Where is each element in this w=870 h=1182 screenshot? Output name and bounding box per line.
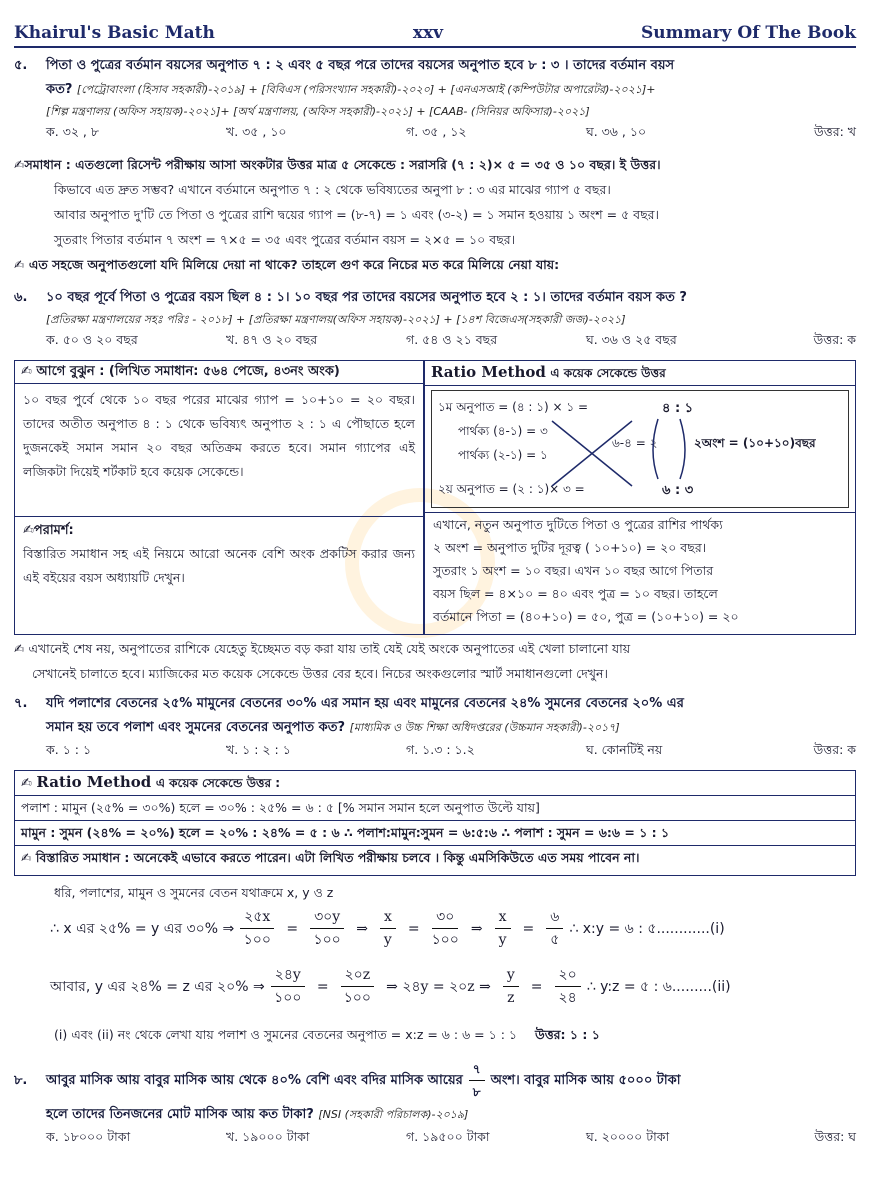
first-ratio-value: ৪ : ১ xyxy=(662,401,694,416)
option-ga: গ. ৫৪ ও ২১ বছর xyxy=(406,332,498,347)
question-text: আবুর মাসিক আয় বাবুর মাসিক আয় থেকে ৪০% বেশি এবং বদির মাসিক আয়ের xyxy=(46,1072,463,1088)
solution-line: ✍সমাধান : এতগুলো রিসেন্ট পরীক্ষায় আসা অংকটার উত্তর মাত্র ৫ সেকেন্ডে : সরাসরি (৭ : ২)× ৫ = ৩৫ ও ১০ বছর। ই উত্তর। xyxy=(14,157,661,172)
equation-result: ∴ x:y = ৬ : ৫............(i) xyxy=(569,920,725,937)
answer-label: উত্তর: ক xyxy=(813,742,856,757)
option-ga: গ. ৩৫ , ১২ xyxy=(406,124,467,139)
option-ga: গ. ১.৩ : ১.২ xyxy=(406,742,475,757)
first-ratio: ১ম অনুপাত = (৪ : ১) × ১ = xyxy=(438,400,589,414)
explanation-line: ২ অংশ = অনুপাত দুটির দূরত্ব ( ১০+১০) = ২০ বছর। xyxy=(433,540,707,555)
method-title: Ratio Method xyxy=(431,363,546,381)
options-row xyxy=(14,122,856,142)
option-kha: খ. ১৯০০০ টাকা xyxy=(226,1129,310,1144)
ratio-diagram xyxy=(431,390,849,508)
explanation-line: বয়স ছিল = ৪×১০ = ৪০ এবং পুত্র = ১০ বছর। তাহলে xyxy=(433,586,718,601)
question-6 xyxy=(14,286,856,350)
method-subtitle: এ কয়েক সেকেন্ডে উত্তর xyxy=(550,366,666,380)
ratio-line: মামুন : সুমন (২৪% = ২০%) হলে = ২০% : ২৪% = ৫ : ৬ ∴ পলাশ:মামুন:সুমন = ৬:৫:৬ ∴ পলাশ : সুমন = ৬:৬ = ১ : ১ xyxy=(15,821,855,846)
ratio-explanation xyxy=(425,512,855,628)
detailed-solution-heading: ✍ বিস্তারিত সমাধান : অনেকেই এভাবে করতে পারেন। এটা লিখিত পরীক্ষায় চলবে । কিন্তু এমসিকিউতে এত সময় পাবেন না। xyxy=(21,850,640,865)
source-line: [পেট্রোবাংলা (হিসাব সহকারী)-২০১৯] + [বিবিএস (পরিসংখ্যান সহকারী)-২০২০] + [এনএসআই (কম্পিউটার অপারেটর)-২০২১]+ xyxy=(76,83,656,96)
question-text-after: অংশ। বাবুর মাসিক আয় ৫০০০ টাকা xyxy=(490,1072,681,1088)
options-row xyxy=(14,1127,856,1147)
equation-1: ∴ x এর ২৫% = y এর ৩০% ⇒ $\frac{২৫x}{১০০}$ = $\frac{৩০y}{১০০}$ ⇒ $\frac{x}{y}$ = $\frac{৩০}{১০০}$ ⇒ $\frac{x}{y}$ = $\frac{৬}{৫}$ ∴ x:y = ৬ : ৫............(i) xyxy=(50,906,850,951)
option-ga: গ. ১৯৫০০ টাকা xyxy=(406,1129,490,1144)
solution-line: কিভাবে এত দ্রুত সম্ভব? এখানে বর্তমানে অনুপাত ৭ : ২ থেকে ভবিষ্যতের অনুপা ৮ : ৩ এর মাঝের গ্যাপ ৫ বছর। xyxy=(54,182,611,197)
fraction: $\frac{২০z}{১০০}$ xyxy=(341,964,375,1009)
option-gha: ঘ. কোনটিই নয় xyxy=(586,742,663,757)
question-text-cont: সমান হয় তবে পলাশ এবং সুমনের বেতনের অনুপাত কত? xyxy=(46,720,346,735)
options-row xyxy=(14,330,856,350)
book-title: Khairul's Basic Math xyxy=(14,23,215,43)
equation-result: ∴ y:z = ৫ : ৬.........(ii) xyxy=(586,978,731,995)
equation-middle: ⇒ ২৪y = ২০z ⇒ xyxy=(386,978,491,995)
option-ka: ক. ১ : ১ xyxy=(46,742,92,757)
note-block xyxy=(14,636,856,686)
note-line: সেখানেই চালাতে হবে। ম্যাজিকের মত কয়েক সেকেন্ডে উত্তর বের হবে। নিচের অংকগুলোর স্মার্ট সমাধানগুলো দেখুন। xyxy=(32,666,608,681)
option-kha: খ. ১ : ২ : ১ xyxy=(226,742,291,757)
cross-arrows xyxy=(432,391,850,509)
fraction: $\frac{x}{y}$ xyxy=(495,906,511,951)
advice-heading: ✍পরামর্শ: xyxy=(23,523,74,538)
option-gha: ঘ. ৩৬ , ১০ xyxy=(586,124,647,139)
note-line: ✍ এখানেই শেষ নয়, অনুপাতের রাশিকে যেহেতু ইচ্ছেমত বড় করা যায় তাই যেই যেই অংকে অনুপাতের এই খেলা চালানো যায় xyxy=(14,641,631,656)
option-kha: খ. ৩৫ , ১০ xyxy=(226,124,287,139)
source-line: [প্রতিরক্ষা মন্ত্রণালয়ের সহঃ পরিঃ - ২০১৮] + [প্রতিরক্ষা মন্ত্রণালয়(অফিস সহায়ক)-২০২১] + [১৪শ বিজেএস(সহকারী জজ)-২০২১] xyxy=(46,313,626,326)
method-subtitle: এ কয়েক সেকেন্ডে উত্তর : xyxy=(155,776,281,790)
options-row xyxy=(14,740,856,760)
fraction: $\frac{২৪y}{১০০}$ xyxy=(271,964,305,1009)
two-parts: ২অংশ = (১০+১০)বছর xyxy=(694,436,816,450)
difference-1: পার্থক্য (৪-১) = ৩ xyxy=(458,424,548,438)
conclusion-text: (i) এবং (ii) নং থেকে লেখা যায় পলাশ ও সুমনের বেতনের অনুপাত = x:z = ৬ : ৬ = ১ : ১ xyxy=(54,1027,518,1042)
fraction: $\frac{৩০}{১০০}$ xyxy=(432,906,459,951)
question-text: পিতা ও পুত্রের বর্তমান বয়সের অনুপাত ৭ : ২ এবং ৫ বছর পরে তাদের বয়সের অনুপাত হবে ৮ : ৩ । তাদের বর্তমান বয়স xyxy=(46,58,675,73)
fraction: $\frac{২০}{২৪}$ xyxy=(555,964,581,1009)
fraction: $\frac{৭}{৮}$ xyxy=(469,1058,485,1103)
ratio-method-box xyxy=(424,360,856,635)
understand-first-box xyxy=(14,360,424,635)
answer-label: উত্তর: ঘ xyxy=(814,1129,856,1144)
option-ka: ক. ৩২ , ৮ xyxy=(46,124,99,139)
option-ka: ক. ১৮০০০ টাকা xyxy=(46,1129,131,1144)
explanation-line: এখানে, নতুন অনুপাত দুটিতে পিতা ও পুত্রের রাশির পার্থক্য xyxy=(433,517,723,532)
let-statement: ধরি, পলাশের, মামুন ও সুমনের বেতন যথাক্রমে x, y ও z xyxy=(54,885,334,900)
option-kha: খ. ৪৭ ও ২০ বছর xyxy=(226,332,318,347)
conclusion-answer: উত্তর: ১ : ১ xyxy=(535,1027,600,1042)
box-heading: ✍ Ratio Method এ কয়েক সেকেন্ডে উত্তর : xyxy=(15,771,855,796)
box-heading xyxy=(425,361,855,386)
fraction: $\frac{২৫x}{১০০}$ xyxy=(240,906,274,951)
page-number: xxv xyxy=(412,23,443,43)
source-line: [মাধ্যমিক ও উচ্চ শিক্ষা অধিদপ্তরের (উচ্চমান সহকারী)-২০১৭] xyxy=(349,721,620,734)
explanation-line: সুতরাং ১ অংশ = ১০ বছর। এখন ১০ বছর আগে পিতার xyxy=(433,563,714,578)
solution-line: সুতরাং পিতার বর্তমান ৭ অংশ = ৭×৫ = ৩৫ এবং পুত্রের বর্তমান বয়স = ২×৫ = ১০ বছর। xyxy=(54,232,516,247)
fraction: $\frac{x}{y}$ xyxy=(380,906,396,951)
option-gha: ঘ. ৩৬ ও ২৫ বছর xyxy=(586,332,677,347)
section-title: Summary Of The Book xyxy=(641,23,856,43)
second-ratio-value: ৬ : ৩ xyxy=(662,483,694,498)
explanation-line: বর্তমানে পিতা = (৪০+১০) = ৫০, পুত্র = (১০+১০) = ২০ xyxy=(433,609,739,624)
option-ka: ক. ৫০ ও ২০ বছর xyxy=(46,332,138,347)
equation-prefix: ∴ x এর ২৫% = y এর ৩০% ⇒ xyxy=(50,920,235,937)
question-number: ৭. xyxy=(14,696,28,711)
fraction: $\frac{y}{z}$ xyxy=(503,964,519,1009)
equation-2: আবার, y এর ২৪% = z এর ২০% ⇒ $\frac{২৪y}{১০০}$ = $\frac{২০z}{১০০}$ ⇒ ২৪y = ২০z ⇒ $\frac{y}{z}$ = $\frac{২০}{২৪}$ ∴ y:z = ৫ : ৬.........(ii) xyxy=(50,964,850,1009)
question-number: ৫. xyxy=(14,58,28,73)
note-line: ✍ এত সহজে অনুপাতগুলো যদি মিলিয়ে দেয়া না থাকে? তাহলে গুণ করে নিচের মত করে মিলিয়ে নেয়া যায়: xyxy=(14,257,560,272)
question-7 xyxy=(14,692,856,760)
question-text-cont: হলে তাদের তিনজনের মোট মাসিক আয় কত টাকা? xyxy=(46,1107,314,1122)
fraction: $\frac{৩০y}{১০০}$ xyxy=(310,906,344,951)
source-line: [NSI (সহকারী পরিচালক)-২০১৯] xyxy=(318,1108,469,1121)
equation-prefix: আবার, y এর ২৪% = z এর ২০% ⇒ xyxy=(50,978,265,995)
fraction: $\frac{৬}{৫}$ xyxy=(546,906,563,951)
question-8 xyxy=(14,1058,856,1147)
question-number: ৮. xyxy=(14,1072,28,1088)
advice-paragraph: বিস্তারিত সমাধান সহ এই নিয়মে আরো অনেক বেশি অংক প্রকটিস করার জন্য এই বইয়ের বয়স অধ্যায়টি দেখুন। xyxy=(23,546,415,585)
question-text: যদি পলাশের বেতনের ২৫% মামুনের বেতনের ৩০% এর সমান হয় এবং মামুনের বেতনের ২৪% সুমনের বেতনের ২০% এর xyxy=(46,696,684,711)
conclusion xyxy=(14,1022,856,1047)
solution-5 xyxy=(14,152,856,277)
question-text-cont: কত? xyxy=(46,82,73,97)
box-paragraph: ১০ বছর পুর্বে থেকে ১০ বছর পরের মাঝের গ্যাপ = ১০+১০ = ২০ বছর। তাদের অতীত অনুপাত ৪ : ১ থেকে ভবিষ্যৎ অনুপাত ২ : ১ এ পৌছাতে হলে দুজনকেই সমান সমান ২০ বছর অতিক্রম করতে হবে। সমান গ্যাপের এই লজিকটা দিয়েই শর্টকাট হবে কয়েক সেকেন্ডে। xyxy=(23,392,415,479)
box-heading: ✍ আগে বুঝুন : (লিখিত সমাধান: ৫৬৪ পেজে, ৪৩নং অংক) xyxy=(15,361,423,384)
answer-label: উত্তর: খ xyxy=(814,124,856,139)
second-ratio: ২য় অনুপাত = (২ : ১)× ৩ = xyxy=(438,482,585,496)
difference-2: পার্থক্য (২-১) = ১ xyxy=(458,448,548,462)
page-header xyxy=(14,18,856,48)
ratio-method-box-2 xyxy=(14,770,856,876)
option-gha: ঘ. ২০০০০ টাকা xyxy=(586,1129,670,1144)
question-5 xyxy=(14,54,856,142)
question-number: ৬. xyxy=(14,290,28,305)
answer-label: উত্তর: ক xyxy=(813,332,856,347)
source-line-2: [শিল্প মন্ত্রণালয় (অফিস সহায়ক)-২০২১]+ [অর্থ মন্ত্রণালয়, (অফিস সহকারী)-২০২১] + [CAAB- (সিনিয়র অফিসার)-২০২১] xyxy=(46,105,590,118)
method-title: Ratio Method xyxy=(36,773,152,791)
ratio-line: পলাশ : মামুন (২৫% = ৩০%) হলে = ৩০% : ২৫% = ৬ : ৫ [% সমান সমান হলে অনুপাত উল্টে যায়] xyxy=(15,796,855,821)
question-text: ১০ বছর পূর্বে পিতা ও পুত্রের বয়স ছিল ৪ : ১। ১০ বছর পর তাদের বয়সের অনুপাত হবে ২ : ১। তাদের বর্তমান বয়স কত ? xyxy=(46,290,687,305)
solution-line: আবার অনুপাত দু'টি তে পিতা ও পুত্রের রাশি দ্বয়ের গ্যাপ = (৮-৭) = ১ এবং (৩-২) = ১ সমান হওয়ায় ১ অংশ = ৫ বছর। xyxy=(54,207,660,222)
gap-calc: ৬-৪ = ২ xyxy=(612,436,658,450)
